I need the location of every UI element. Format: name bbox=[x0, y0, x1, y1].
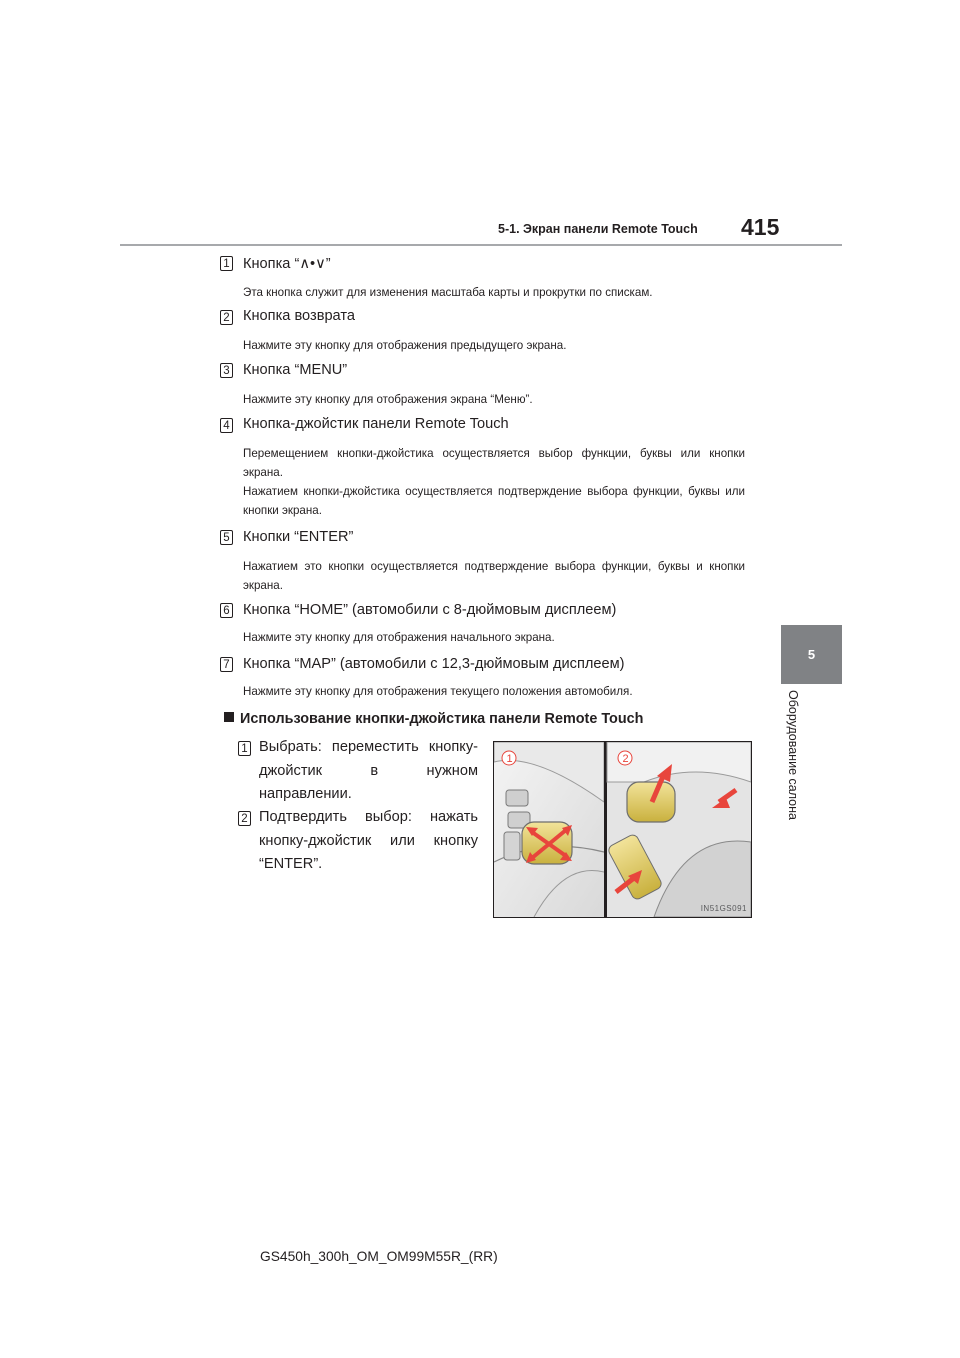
figure-code: IN51GS091 bbox=[700, 904, 747, 913]
item-number-7: 7 bbox=[220, 657, 233, 672]
item-desc-1: Эта кнопка служит для изменения масштаба карты и прокрутки по спискам. bbox=[243, 286, 653, 299]
step-text-1: Выбрать: переместить кнопку-джойстик в нужном направлении. bbox=[259, 739, 478, 802]
remote-touch-illustration bbox=[494, 742, 751, 917]
chapter-tab-label-wrap bbox=[773, 690, 813, 850]
document-id: GS450h_300h_OM_OM99M55R_(RR) bbox=[260, 1249, 498, 1264]
step-number-2: 2 bbox=[238, 811, 251, 826]
item-number-3: 3 bbox=[220, 363, 233, 378]
item-title-5: Кнопки “ENTER” bbox=[243, 529, 354, 545]
item-title-2: Кнопка возврата bbox=[243, 308, 355, 324]
item-desc-4b: Нажатием кнопки-джойстика осуществляется подтверждение выбора функции, буквы или кнопки экрана. bbox=[243, 485, 745, 518]
joystick-move-panel bbox=[494, 742, 604, 917]
item-number-5: 5 bbox=[220, 530, 233, 545]
item-desc-5: Нажатием это кнопки осуществляется подтверждение выбора функции, буквы и кнопки экрана. bbox=[243, 560, 745, 593]
remote-touch-figure bbox=[493, 741, 752, 918]
item-title-7: Кнопка “MAP” (автомобили с 12,3-дюймовым дисплеем) bbox=[243, 656, 625, 672]
header-divider bbox=[120, 244, 842, 246]
section-heading bbox=[224, 711, 643, 727]
chapter-number: 5 bbox=[807, 647, 816, 662]
figure-label-2: 2 bbox=[622, 752, 629, 765]
step-text-2: Подтвердить выбор: нажать кнопку-джойстик или кнопку “ENTER”. bbox=[259, 809, 478, 872]
item-desc-6: Нажмите эту кнопку для отображения начального экрана. bbox=[243, 631, 555, 644]
item-number-6: 6 bbox=[220, 603, 233, 618]
item-desc-4: Перемещением кнопки-джойстика осуществляется выбор функции, буквы или кнопки экрана. bbox=[243, 447, 745, 480]
step-number-1: 1 bbox=[238, 741, 251, 756]
item-desc-3: Нажмите эту кнопку для отображения экрана “Меню”. bbox=[243, 393, 533, 406]
bullet-square-icon bbox=[224, 712, 234, 722]
item-title-3: Кнопка “MENU” bbox=[243, 362, 348, 378]
chapter-tab-label: Оборудование салона bbox=[786, 690, 800, 820]
item-title-6: Кнопка “HOME” (автомобили с 8-дюймовым дисплеем) bbox=[243, 602, 617, 618]
item-number-4: 4 bbox=[220, 418, 233, 433]
item-title-4: Кнопка-джойстик панели Remote Touch bbox=[243, 416, 509, 432]
page-number: 415 bbox=[741, 214, 780, 240]
joystick-press-panel bbox=[607, 742, 751, 917]
item-title-1: Кнопка “∧•∨” bbox=[243, 256, 331, 272]
item-number-2: 2 bbox=[220, 310, 233, 325]
chapter-tab[interactable] bbox=[781, 625, 842, 684]
item-desc-7: Нажмите эту кнопку для отображения текущего положения автомобиля. bbox=[243, 685, 633, 698]
item-desc-2: Нажмите эту кнопку для отображения предыдущего экрана. bbox=[243, 339, 567, 352]
figure-label-1: 1 bbox=[506, 752, 513, 765]
section-heading-text: Использование кнопки-джойстика панели Remote Touch bbox=[240, 711, 644, 727]
section-title: 5-1. Экран панели Remote Touch bbox=[498, 222, 698, 236]
item-number-1: 1 bbox=[220, 256, 233, 271]
